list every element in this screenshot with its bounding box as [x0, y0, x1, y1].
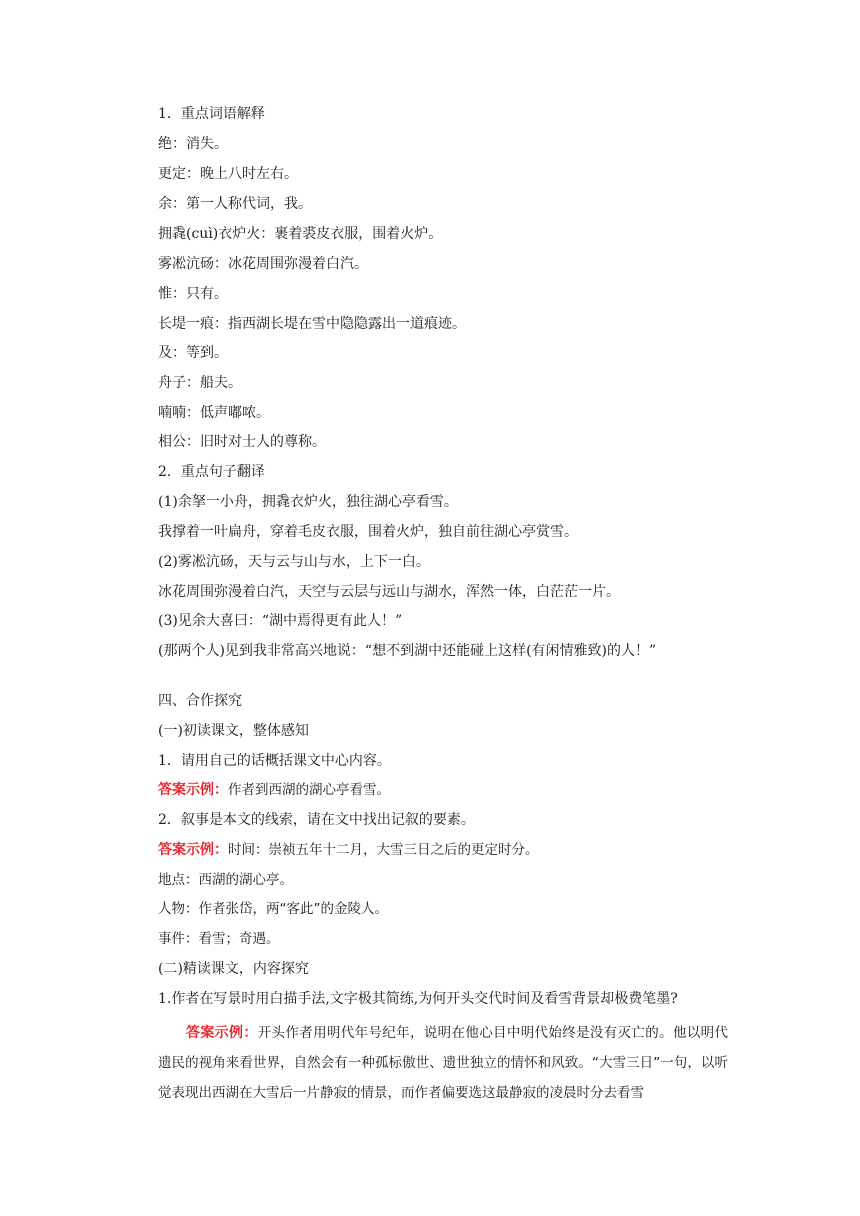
section-heading: 四、合作探究	[158, 693, 242, 709]
question: 2．叙事是本文的线索，请在文中找出记叙的要素。	[158, 812, 475, 828]
vocab-item: 拥毳(cuì)衣炉火：裹着裘皮衣服，围着火炉。	[158, 226, 443, 242]
question: 1.作者在写景时用白描手法,文字极其简练,为何开头交代时间及看雪背景却极费笔墨?	[158, 991, 678, 1007]
answer	[158, 780, 390, 800]
sentence-translation: (那两个人)见到我非常高兴地说：“想不到湖中还能碰上这样(有闲情雅致)的人！”	[158, 643, 657, 659]
answer-events: 事件：看雪；奇遇。	[158, 931, 280, 947]
sentence-original: (1)余拏一小舟，拥毳衣炉火，独往湖心亭看雪。	[158, 494, 458, 510]
answer-text: 开头作者用明代年号纪年，说明在他心目中明代始终是没有灭亡的。他以明代遗民的视角来看世界，自然会有一种孤标傲世、遗世独立的情怀和风致。“大雪三日”一句，以听觉表现出西湖在大雪后一片静寂的情景，而作者偏要选这最静寂的凌晨时分去看雪	[158, 1025, 729, 1101]
answer-people: 人物：作者张岱，两“客此”的金陵人。	[158, 901, 388, 917]
vocab-item: 绝：消失。	[158, 136, 228, 152]
vocab-item: 舟子：船夫。	[158, 375, 242, 391]
subsection-heading: (一)初读课文，整体感知	[158, 723, 309, 739]
vocab-heading: 1．重点词语解释	[158, 106, 265, 122]
vocab-item: 余：第一人称代词，我。	[158, 196, 312, 212]
answer-paragraph	[158, 1018, 728, 1108]
subsection-heading: (二)精读课文，内容探究	[158, 961, 309, 977]
vocab-item: 长堤一痕：指西湖长堤在雪中隐隐露出一道痕迹。	[158, 316, 466, 332]
sentence-original: (2)雾凇沆砀，天与云与山与水，上下一白。	[158, 554, 430, 570]
vocab-item: 及：等到。	[158, 345, 228, 361]
sentences-heading: 2．重点句子翻译	[158, 464, 265, 480]
answer-label: 答案示例：	[186, 1025, 258, 1041]
answer-label: 答案示例：	[158, 842, 228, 858]
answer-text: 作者到西湖的湖心亭看雪。	[228, 782, 390, 798]
vocab-item: 喃喃：低声嘟哝。	[158, 405, 270, 421]
vocab-item: 惟：只有。	[158, 286, 228, 302]
vocab-item: 相公：旧时对士人的尊称。	[158, 434, 326, 450]
answer-label: 答案示例：	[158, 782, 228, 798]
answer-place: 地点：西湖的湖心亭。	[158, 872, 293, 888]
vocab-item: 雾凇沆砀：冰花周围弥漫着白汽。	[158, 256, 368, 272]
sentence-translation: 冰花周围弥漫着白汽，天空与云层与远山与湖水，浑然一体，白茫茫一片。	[158, 584, 620, 600]
answer-text: 时间：崇祯五年十二月，大雪三日之后的更定时分。	[228, 842, 539, 858]
sentence-translation: 我撑着一叶扁舟，穿着毛皮衣服，围着火炉，独自前往湖心亭赏雪。	[158, 524, 578, 540]
vocab-item: 更定：晚上八时左右。	[158, 166, 298, 182]
answer	[158, 840, 539, 860]
question: 1．请用自己的话概括课文中心内容。	[158, 753, 391, 769]
sentence-original: (3)见余大喜曰：“湖中焉得更有此人！”	[158, 613, 403, 629]
